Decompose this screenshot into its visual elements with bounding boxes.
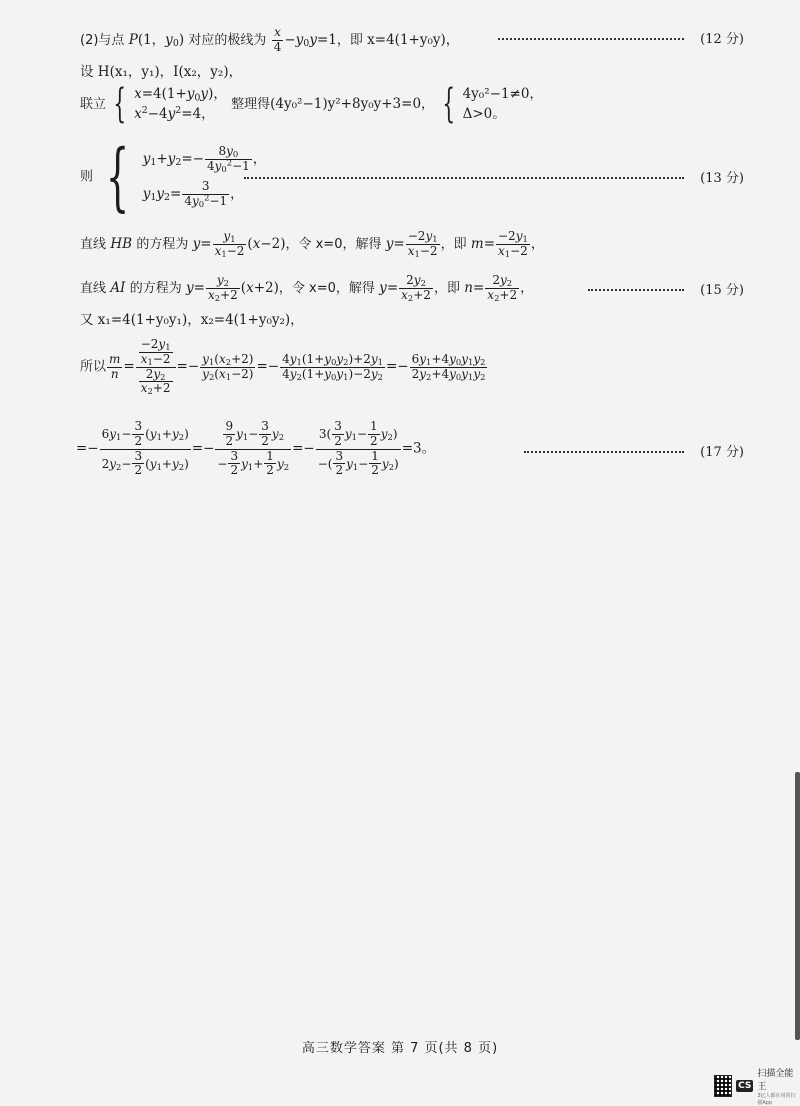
- fraction: $\frac{x}{4}$: [273, 25, 282, 54]
- line-points: 设 H(x₁，y₁)，I(x₂，y₂)，: [80, 64, 243, 80]
- text-segment: 直线: [80, 236, 107, 252]
- fraction: $\frac{-2y_1}{x_1-2}$: [407, 229, 438, 259]
- line-ai: 直线 AI 的方程为 y= $\frac{y_2}{x_2+2}$ (x+2)，令 x=0，解得 y= $\frac{2y_2}{x_2+2}$ ，即 n= $\frac{2y_2}{x_2+2}$ ，: [80, 273, 534, 303]
- dotted-leader: [498, 38, 684, 40]
- line-result: =− $6y_1-$ $\frac{3}{2}$ $(y_1+y_2)$ $2y_2-$ $\frac{3}{2}$ $(y_1+y_2)$ =− $\frac{9}{2}$ $y_1-$ $\frac{3}{2}$ $y_2$ − $\frac{3}{2}$ $y_1+$ $\frac{1}{2}$ $y_2$ =− 3( $\frac{3}{2}$ $y_1-$ $\frac{1}{2}$ $y_2$) −( $\frac{3}{2}$ $y_1-$ $\frac{1}{2}$ $y_2$) =3。: [76, 419, 436, 478]
- text-segment: 对应的极线为: [188, 32, 267, 48]
- fraction: 3( $\frac{3}{2}$ $y_1-$ $\frac{1}{2}$ $y_2$) −( $\frac{3}{2}$ $y_1-$ $\frac{1}{2}$ $y_2$): [317, 419, 399, 478]
- brace: {: [106, 134, 130, 220]
- text-segment: 的方程为: [129, 280, 182, 296]
- fraction: $\frac{y_2}{x_2+2}$: [207, 273, 238, 303]
- scrollbar-thumb[interactable]: [795, 772, 800, 1040]
- score-mark: (15 分): [700, 283, 744, 298]
- text-segment: ，即: [440, 236, 467, 252]
- result-value: =3。: [401, 440, 436, 457]
- fraction: $\frac{6y_1+4y_0y_1y_2}{2y_2+4y_0y_1y_2}$: [411, 351, 486, 382]
- watermark-sub: 3亿人都在用的扫描App: [757, 1093, 796, 1106]
- text-segment: ，即: [336, 32, 363, 48]
- line-hb: 直线 HB 的方程为 y= $\frac{y_1}{x_1-2}$ (x−2)，令 x=0，解得 y= $\frac{-2y_1}{x_1-2}$ ，即 m= $\frac{-2y_1}{x_1-2}$ ，: [80, 229, 545, 259]
- text-segment: 联立: [80, 96, 107, 112]
- watermark-text: [757, 1066, 800, 1106]
- fraction: $\frac{y_1(x_2+2)}{y_2(x_1-2)}$: [202, 351, 254, 382]
- score-mark: (13 分): [700, 171, 744, 186]
- fraction: $\frac{4y_1(1+y_0y_2)+2y_1}{4y_2(1+y_0y_1)-2y_2}$: [282, 351, 383, 382]
- cs-logo-icon: CS: [738, 1081, 752, 1091]
- line-polar: (2)与点 P(1，$y_0$) 对应的极线为 $\frac{x}{4}$ $-y_0y=1$，即 x=4(1+y₀y)，: [80, 25, 460, 54]
- brace: {: [442, 81, 455, 128]
- fraction: $\frac{3}{4y_0^2-1}$: [184, 179, 228, 209]
- text-segment: 则: [80, 169, 94, 185]
- fraction: $\frac{2y_2}{x_2+2}$: [401, 273, 431, 303]
- text-segment: 所以: [80, 359, 107, 375]
- equation: x=4(1+y₀y)，: [367, 31, 460, 48]
- fraction: $\frac{8y_0}{4y_0^2-1}$: [206, 144, 250, 175]
- line-substitute: 又 x₁=4(1+y₀y₁)，x₂=4(1+y₀y₂)，: [80, 312, 304, 328]
- condition: Δ>0。: [462, 106, 506, 123]
- line-system: [80, 81, 543, 128]
- scanner-watermark: [714, 1066, 800, 1106]
- text-segment: ，即: [433, 280, 460, 296]
- dotted-leader: [244, 177, 684, 179]
- score-mark: (17 分): [700, 445, 744, 460]
- text-segment: (2)与点: [80, 32, 125, 48]
- text-segment: 整理得: [231, 96, 271, 112]
- score-mark: (12 分): [700, 32, 744, 47]
- dotted-leader: [524, 451, 684, 453]
- compound-fraction: $\frac{\frac{-2y_1}{x_1-2}}{\frac{2y_2}{x_2+2}}$: [136, 338, 176, 396]
- qr-code-icon: [714, 1075, 732, 1097]
- line-name: HB: [110, 235, 133, 252]
- condition: 4y₀²−1≠0，: [462, 86, 543, 102]
- line-name: AI: [110, 279, 126, 296]
- brace: {: [113, 81, 127, 128]
- fraction: $\frac{2y_2}{x_2+2}$: [487, 273, 518, 303]
- condition-system: [463, 84, 543, 125]
- text-segment: 的方程为: [136, 236, 189, 252]
- vieta-system: $y_1+y_2=-$ $\frac{8y_0}{4y_0^2-1}$ ， $y_1y_2=$ $\frac{3}{4y_0^2-1}$ ，: [142, 144, 267, 209]
- equation-system: $x=4(1+y_0y)$， $x^2-4y^2=4$，: [134, 86, 227, 123]
- fraction: $\frac{y_1}{x_1-2}$: [214, 229, 245, 259]
- text-segment: ，令 x=0，解得: [278, 280, 375, 296]
- dotted-leader: [588, 289, 684, 291]
- text-segment: ，令 x=0，解得: [285, 236, 382, 252]
- line-vieta: [80, 134, 267, 220]
- text-segment: 直线: [80, 280, 107, 296]
- fraction: $\frac{m}{n}$: [109, 351, 121, 381]
- fraction: $\frac{9}{2}$ $y_1-$ $\frac{3}{2}$ $y_2$ − $\frac{3}{2}$ $y_1+$ $\frac{1}{2}$ $y_2$: [217, 419, 290, 478]
- line-ratio: 所以 $\frac{m}{n}$ = $\frac{\frac{-2y_1}{x_1-2}}{\frac{2y_2}{x_2+2}}$ =− $\frac{y_1(x_2+2)}{y_2(x_1-2)}$ =− $\frac{4y_1(1+y_0y_2)+2y_1}{4y_2(1+y_0y_1)-2y_2}$ =− $\frac{6y_1+4y_0y_1y_2}{2y_2+4y_0y_1y_2}$: [80, 337, 486, 397]
- watermark-name: 扫描全能王: [757, 1069, 794, 1092]
- equation: (4y₀²−1)y²+8y₀y+3=0，: [270, 95, 435, 112]
- fraction: $6y_1-$ $\frac{3}{2}$ $(y_1+y_2)$ $2y_2-$ $\frac{3}{2}$ $(y_1+y_2)$: [101, 419, 189, 478]
- page-footer: 高三数学答案 第 7 页(共 8 页): [301, 1041, 499, 1056]
- fraction: $\frac{-2y_1}{x_1-2}$: [498, 229, 528, 259]
